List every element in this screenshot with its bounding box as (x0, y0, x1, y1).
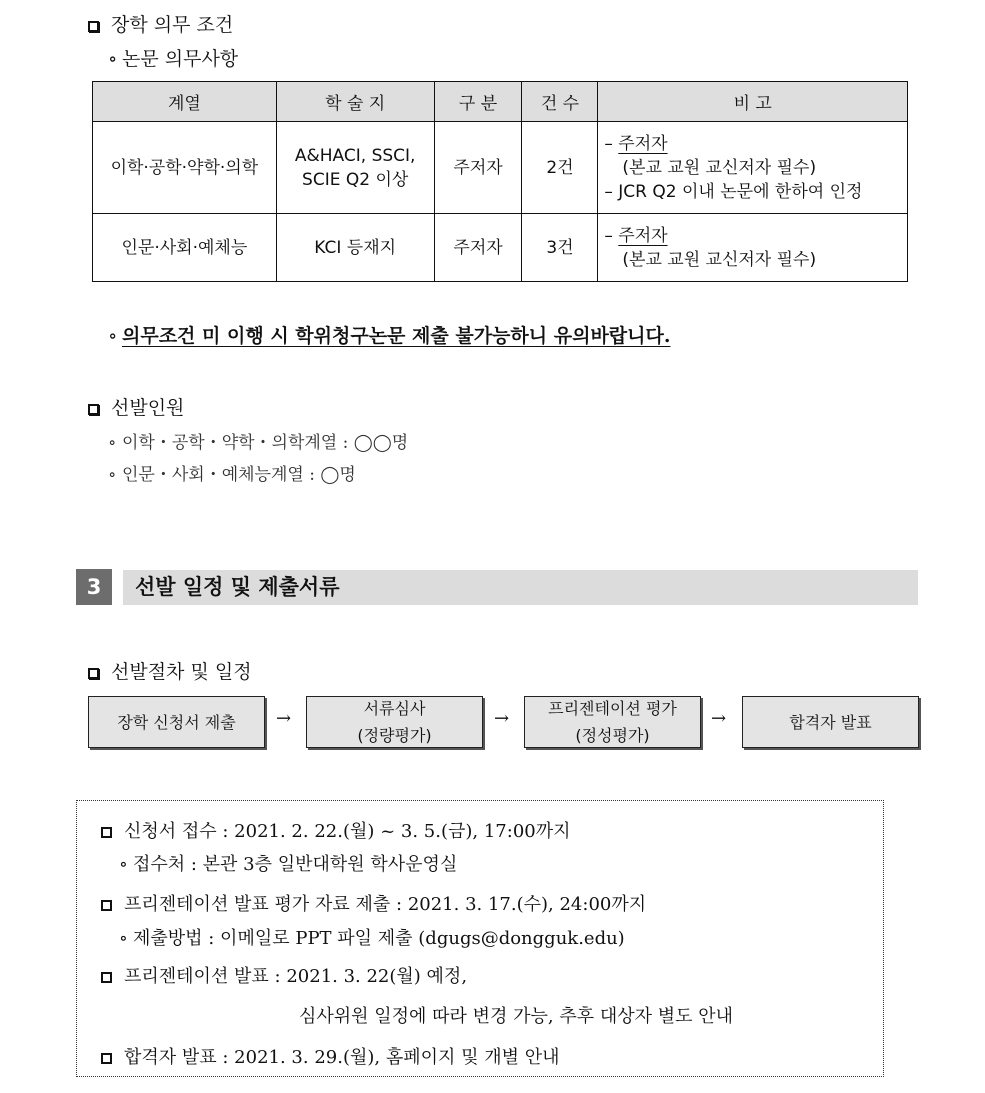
schedule-pt-note: 심사위원 일정에 따라 변경 가능, 추후 대상자 별도 안내 (299, 1006, 734, 1027)
selection-heading: 선발인원 (88, 393, 184, 420)
bullet-circle-icon: ∘ (108, 325, 118, 347)
cell-field: 이학·공학·약학·의학 (93, 122, 277, 214)
col-header-type: 구 분 (434, 82, 522, 122)
table-row (93, 214, 908, 282)
col-header-field: 계열 (93, 82, 277, 122)
schedule-pt-method: ∘ 제출방법 : 이메일로 PPT 파일 제출 (dgugs@dongguk.edu) (119, 928, 625, 949)
cell-field: 인문·사회·예체능 (93, 214, 277, 282)
selection-item: ∘ 이학・공학・약학・의학계열 : ◯◯명 (108, 433, 409, 453)
schedule-application: 신청서 접수 : 2021. 2. 22.(월) ~ 3. 5.(금), 17:00까지 (101, 817, 571, 843)
table-row (93, 122, 908, 214)
cell-journal: A&HACI, SSCI, SCIE Q2 이상 (276, 122, 434, 214)
checkbox-square-icon (101, 972, 112, 983)
procedure-heading: 선발절차 및 일정 (88, 657, 252, 684)
cell-type: 주저자 (434, 122, 522, 214)
checkbox-square-icon (101, 827, 112, 838)
arrow-right-icon: → (711, 708, 727, 729)
section-number: 3 (76, 569, 112, 605)
checkbox-square-icon (88, 668, 99, 679)
cell-type: 주저자 (434, 214, 522, 282)
cell-note: – 주저자 (본교 교원 교신저자 필수) – JCR Q2 이내 논문에 한하여 인정 (598, 122, 908, 214)
checkbox-square-icon (101, 1053, 112, 1064)
checkbox-square-icon (101, 900, 112, 911)
col-header-note: 비 고 (598, 82, 908, 122)
bullet-circle-icon: ∘ (108, 433, 117, 453)
cell-journal: KCI 등재지 (276, 214, 434, 282)
obligation-warning: ∘ 의무조건 미 이행 시 학위청구논문 제출 불가능하니 유의바랍니다. (108, 325, 671, 347)
schedule-box (76, 800, 884, 1077)
cell-count: 2건 (522, 122, 598, 214)
obligation-heading: 장학 의무 조건 (88, 10, 233, 37)
schedule-pt-date: 프리젠테이션 발표 : 2021. 3. 22(월) 예정, (101, 962, 467, 988)
col-header-count: 건 수 (522, 82, 598, 122)
bullet-circle-icon: ∘ (108, 465, 117, 485)
obligation-subheading: ∘ 논문 의무사항 (108, 48, 239, 70)
cell-count: 3건 (522, 214, 598, 282)
bullet-circle-icon: ∘ (119, 928, 128, 949)
flow-step-presentation: 프리젠테이션 평가 (정성평가) (524, 696, 701, 748)
checkbox-square-icon (88, 21, 99, 32)
bullet-circle-icon: ∘ (108, 48, 118, 70)
flow-step-result: 합격자 발표 (742, 696, 919, 748)
section-title: 선발 일정 및 제출서류 (123, 570, 918, 605)
table-header-row (93, 82, 908, 122)
checkbox-square-icon (88, 404, 99, 415)
arrow-right-icon: → (494, 708, 510, 729)
flow-step-document-review: 서류심사 (정량평가) (306, 696, 483, 748)
col-header-journal: 학 술 지 (276, 82, 434, 122)
schedule-pt-submission: 프리젠테이션 발표 평가 자료 제출 : 2021. 3. 17.(수), 24:00까지 (101, 890, 646, 916)
arrow-right-icon: → (276, 708, 292, 729)
bullet-circle-icon: ∘ (119, 854, 128, 875)
cell-note: – 주저자 (본교 교원 교신저자 필수) (598, 214, 908, 282)
schedule-result: 합격자 발표 : 2021. 3. 29.(월), 홈페이지 및 개별 안내 (101, 1043, 559, 1069)
selection-item: ∘ 인문・사회・예체능계열 : ◯명 (108, 465, 356, 485)
schedule-application-place: ∘ 접수처 : 본관 3층 일반대학원 학사운영실 (119, 854, 458, 875)
flow-step-application: 장학 신청서 제출 (88, 696, 265, 748)
paper-requirements-table (92, 81, 908, 282)
